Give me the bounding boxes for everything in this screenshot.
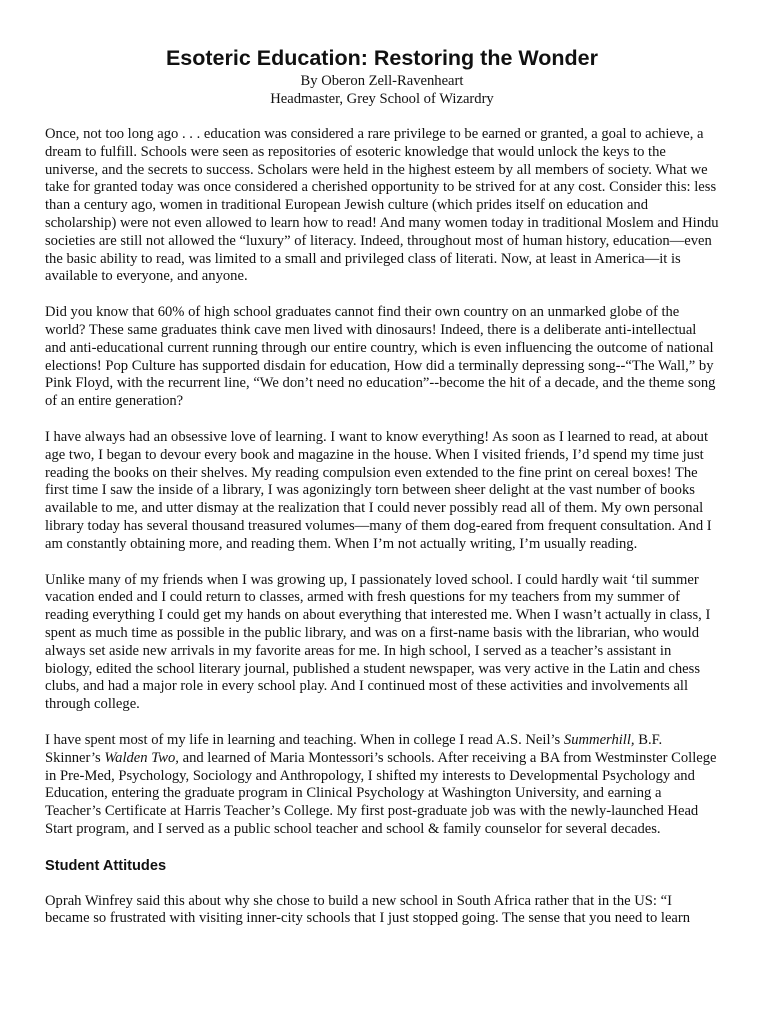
book-title-walden-two: Walden Two, [104, 749, 179, 766]
paragraph-1: Once, not too long ago . . . education was considered a rare privilege to be earned or granted, a goal to achieve, a dream to fulfill. Schools were seen as repositories of esoteric knowledge that would unlock the keys to the universe, and the secrets to success. Scholars were held in the highest esteem by all members of society. What we take for granted today was once considered a cherished opportunity to be strived for at any cost. Consider this: less than a century ago, women in traditional European Jewish culture (which prides itself on education and scholarship) were not even allowed to learn how to read! And many women today in traditional Moslem and Hindu societies are still not allowed the “luxury” of literacy. Indeed, throughout most of human history, education—even the basic ability to read, was limited to a small and privileged class of literati. Now, at least in America—it is available to everyone, and anyone. [45, 126, 719, 285]
paragraph-3: I have always had an obsessive love of learning. I want to know everything! As soon as I learned to read, at about age two, I began to devour every book and magazine in the house. When I visited friends, I’d spend my time just reading the books on their shelves. My reading compulsion even extended to the fine print on cereal boxes! The first time I saw the inside of a library, I was agonizingly torn between sheer delight at the vast number of books available to me, and utter dismay at the realization that I could never possibly read all of them. My own personal library today has several thousand treasured volumes—many of them dog-eared from frequent consultation. And I am constantly obtaining more, and reading them. When I’m not actually writing, I’m usually reading. [45, 428, 712, 552]
book-title-summerhill: Summerhill, [563, 731, 635, 748]
paragraph-5 [45, 732, 719, 839]
document-body [45, 126, 719, 928]
paragraph-4: Unlike many of my friends when I was growing up, I passionately loved school. I could hardly wait ‘til summer vacation ended and I could return to classes, armed with fresh questions for my teachers from my summer of reading everything I could get my hands on about everything that interested me. When I wasn’t actually in class, I spent as much time as possible in the public library, and was on a first-name basis with the librarian, who would always set aside new arrivals in my favorite areas for me. In high school, I served as a teacher’s assistant in biology, edited the school literary journal, published a student newspaper, was very active in the Latin and chess clubs, and had a major role in every school play. And I continued most of these activities and involvements all through college. [45, 571, 711, 713]
author-line: By Oberon Zell-Ravenheart [300, 73, 464, 89]
section-heading-student-attitudes: Student Attitudes [45, 857, 167, 874]
paragraph-5-text-c: B.F. Skinner’s [45, 731, 663, 766]
affiliation-line: Headmaster, Grey School of Wizardry [270, 91, 494, 107]
paragraph-6: Oprah Winfrey said this about why she chose to build a new school in South Africa rather that in the US: “I became so frustrated with visiting inner-city schools that I just stopped going. The sense that you need to learn [45, 892, 691, 927]
paragraph-2: Did you know that 60% of high school graduates cannot find their own country on an unmarked globe of the world? These same graduates think cave men lived with dinosaurs! Indeed, there is a deliberate anti-intellectual and anti-educational current running through our entire country, which is even influencing the outcome of national elections! Pop Culture has supported disdain for education, How did a terminally depressing song--“The Wall,” by Pink Floyd, with the recurrent line, “We don’t need no education”--become the hit of a decade, and the theme song of an entire generation? [45, 304, 716, 410]
document-page [45, 44, 719, 946]
paragraph-5-text-e: and learned of Maria Montessori’s schools. After receiving a BA from Westminster College in Pre-Med, Psychology, Sociology and Anthropology, I shifted my interests to Developmental Psychology and Education, entering the graduate program in Clinical Psychology at Washington University, and earning a Teacher’s Certificate at Harris Teacher’s College. My first post-graduate job was with the newly-launched Head Start program, and I served as a public school teacher and school & family counselor for several decades. [45, 749, 717, 837]
paragraph-5-text-a: I have spent most of my life in learning and teaching. When in college I read A.S. Neil’s [45, 731, 564, 748]
document-title: Esoteric Education: Restoring the Wonder [165, 46, 599, 70]
